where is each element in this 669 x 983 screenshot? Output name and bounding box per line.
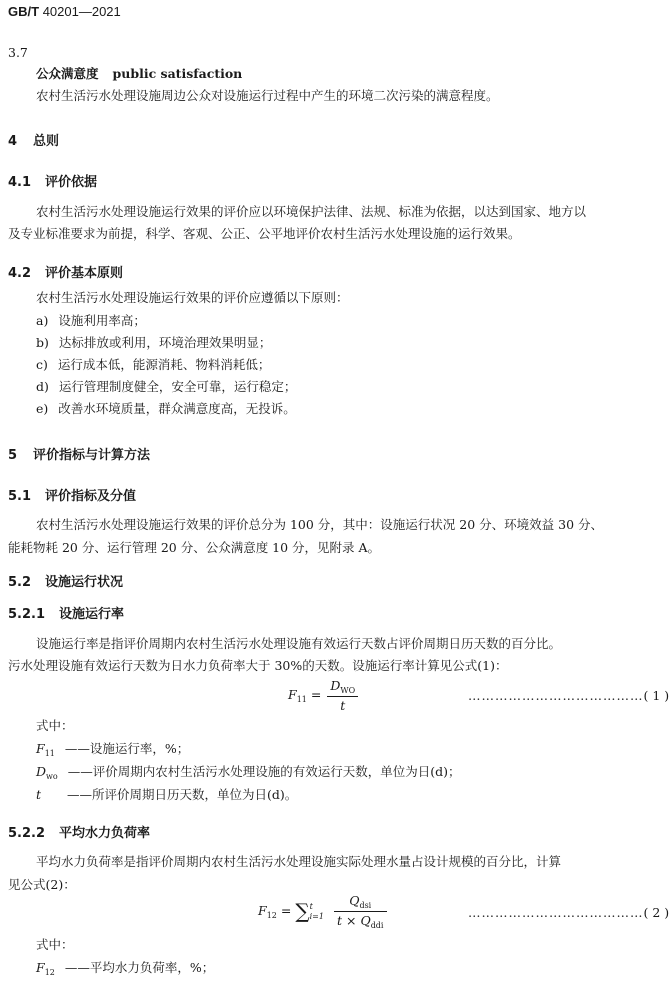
subsection-heading: 5.1 评价指标及分值 [8, 489, 137, 504]
where-label: 式中： [36, 937, 74, 952]
symbol-definition: t ——所评价周期日历天数，单位为日(d)。 [36, 787, 298, 802]
paragraph-line: 农村生活污水处理设施运行效果的评价应以环境保护法律、法规、标准为依据，以达到国家、地方以 [36, 204, 587, 219]
subsection-heading: 4.1 评价依据 [8, 175, 98, 190]
list-item: d) 运行管理制度健全，安全可靠，运行稳定； [36, 379, 297, 394]
paragraph-line: 污水处理设施有效运行天数为日水力负荷率大于 30%的天数。设施运行率计算见公式(1)： [8, 658, 508, 673]
subsection-heading: 4.2 评价基本原则 [8, 266, 124, 281]
list-item: e) 改善水环境质量，群众满意度高，无投诉。 [36, 401, 296, 416]
subsection-heading: 5.2 设施运行状况 [8, 575, 124, 590]
symbol-definition: $F_{12}$ ——平均水力负荷率，%； [36, 960, 215, 977]
symbol-definition: $F_{11}$ ——设施运行率，%； [36, 741, 190, 758]
where-label: 式中： [36, 718, 74, 733]
term-cn: 公众满意度 [36, 66, 99, 81]
fraction: $\frac{Q_{dsi}}{t \times Q_{ddi}}$ [334, 893, 387, 930]
section-heading: 5 评价指标与计算方法 [8, 448, 151, 463]
formula-number: …………………………………( 2 ) [468, 905, 669, 920]
std-number: 40201—2021 [42, 4, 121, 19]
std-prefix: GB/T [8, 4, 40, 19]
term-definition: 农村生活污水处理设施周边公众对设施运行过程中产生的环境二次污染的满意程度。 [36, 88, 499, 103]
term-heading [36, 65, 242, 83]
symbol-definition: $D_{wo}$ ——评价周期内农村生活污水处理设施的有效运行天数，单位为日(d)； [36, 764, 461, 781]
paragraph-line: 及专业标准要求为前提，科学、客观、公正、公平地评价农村生活污水处理设施的运行效果。 [8, 226, 521, 241]
formula-1: $F_{11}$ = $\frac{D_{WO}}{t}$ [288, 678, 360, 713]
paragraph-line: 见公式(2)： [8, 877, 76, 892]
list-item: b) 达标排放或利用，环境治理效果明显； [36, 335, 272, 350]
paragraph-line: 农村生活污水处理设施运行效果的评价总分为 100 分，其中：设施运行状况 20 分、环境效益 30 分、 [36, 517, 604, 532]
list-item: c) 运行成本低，能源消耗、物料消耗低； [36, 357, 271, 372]
fraction: $\frac{D_{WO}}{t}$ [327, 678, 358, 713]
term-en: public satisfaction [112, 66, 243, 81]
paragraph-line: 农村生活污水处理设施运行效果的评价应遵循以下原则： [36, 290, 349, 305]
subsection-heading: 5.2.1 设施运行率 [8, 607, 125, 622]
subsection-heading: 5.2.2 平均水力负荷率 [8, 826, 151, 841]
summation-symbol: ∑ [295, 899, 310, 923]
list-item: a) 设施利用率高； [36, 313, 146, 328]
formula-number: …………………………………( 1 ) [468, 688, 669, 703]
paragraph-line: 设施运行率是指评价周期内农村生活污水处理设施有效运行天数占评价周期日历天数的百分比。 [36, 636, 562, 651]
paragraph-line: 能耗物耗 20 分、运行管理 20 分、公众满意度 10 分，见附录 A。 [8, 540, 381, 555]
section-heading: 4 总则 [8, 134, 60, 149]
clause-number: 3.7 [8, 45, 28, 60]
formula-2: $F_{12}$ = ∑ t i=1 $\frac{Q_{dsi}}{t \times Q_{ddi}}$ [258, 893, 389, 930]
paragraph-line: 平均水力负荷率是指评价周期内农村生活污水处理设施实际处理水量占设计规模的百分比，计算 [36, 854, 562, 869]
standard-header [8, 4, 121, 19]
